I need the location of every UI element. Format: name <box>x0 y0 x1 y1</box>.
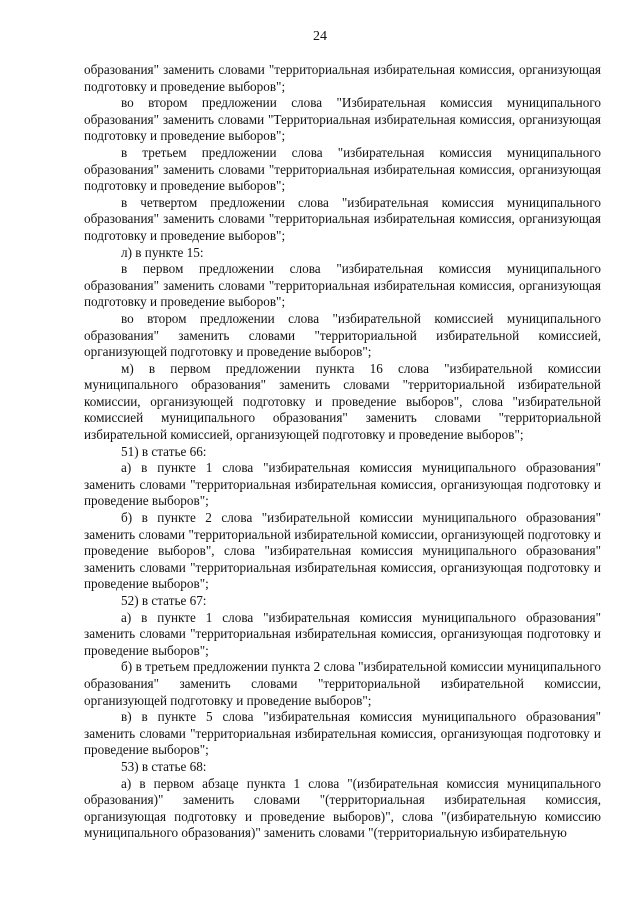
paragraph: в третьем предложении слова "избирательная комиссия муниципального образования" заменить словами "территориальная избирательная комиссия, организующая подготовку и проведение выборов"; <box>84 144 601 194</box>
paragraph: а) в первом абзаце пункта 1 слова "(избирательная комиссия муниципального образования)" заменить словами "(территориальная избирательная комиссия, организующая подготовку и проведение выборов)", слова "(избирательную комиссию муниципального образования)" заменить словами "(территориальную избирательную <box>84 775 601 841</box>
article-heading: 53) в статье 68: <box>121 758 207 774</box>
paragraph: образования" заменить словами "территориальная избирательная комиссия, организующая подготовку и проведение выборов"; <box>84 62 601 94</box>
paragraph: а) в пункте 1 слова "избирательная комиссия муниципального образования" заменить словами "территориальная избирательная комиссия, организующая подготовку и проведение выборов"; <box>84 609 601 658</box>
paragraph: в четвертом предложении слова "избирательная комиссия муниципального образования" заменить словами "территориальная избирательная комиссия, организующая подготовку и проведение выборов"; <box>84 194 601 243</box>
article-heading: 52) в статье 67: <box>121 593 207 608</box>
article-heading: 51) в статье 66: <box>121 443 207 459</box>
document-body <box>84 62 601 842</box>
paragraph: в первом предложении слова "избирательная комиссия муниципального образования" заменить словами "территориальная избирательная комиссия, организующая подготовку и проведение выборов"; <box>84 261 601 310</box>
subsection-heading: л) в пункте 15: <box>121 244 204 260</box>
paragraph: в) в пункте 5 слова "избирательная комиссия муниципального образования" заменить словами "территориальная избирательная комиссия, организующая подготовку и проведение выборов"; <box>84 709 601 758</box>
paragraph: б) в пункте 2 слова "избирательной комиссии муниципального образования" заменить словами "территориальной избирательной комиссии, организующей подготовку и проведение выборов", слова "избирательная комиссия муниципального образования" заменить словами "территориальная избирательная комиссия, организующая подготовку и проведение выборов"; <box>84 510 601 592</box>
paragraph: во втором предложении слова "избирательной комиссией муниципального образования" заменить словами "территориальной избирательной комиссией, организующей подготовку и проведение выборов"; <box>84 310 601 360</box>
paragraph: во втором предложении слова "Избирательная комиссия муниципального образования" заменить словами "Территориальная избирательная комиссия, организующая подготовку и проведение выборов"; <box>84 95 601 144</box>
paragraph: а) в пункте 1 слова "избирательная комиссия муниципального образования" заменить словами "территориальная избирательная комиссия, организующая подготовку и проведение выборов"; <box>84 460 601 509</box>
page-number: 24 <box>313 29 327 44</box>
paragraph: м) в первом предложении пункта 16 слова "избирательной комиссии муниципального образования" заменить словами "территориальной избирательной комиссии, организующей подготовку и проведение выборов", слова "избирательной комиссией муниципального образования" заменить словами "территориальной избирательной комиссией, организующей подготовку и проведение выборов"; <box>84 360 601 443</box>
paragraph: б) в третьем предложении пункта 2 слова "избирательной комиссии муниципального образования" заменить словами "территориальной избирательной комиссии, организующей подготовку и проведение выборов"; <box>84 659 601 708</box>
